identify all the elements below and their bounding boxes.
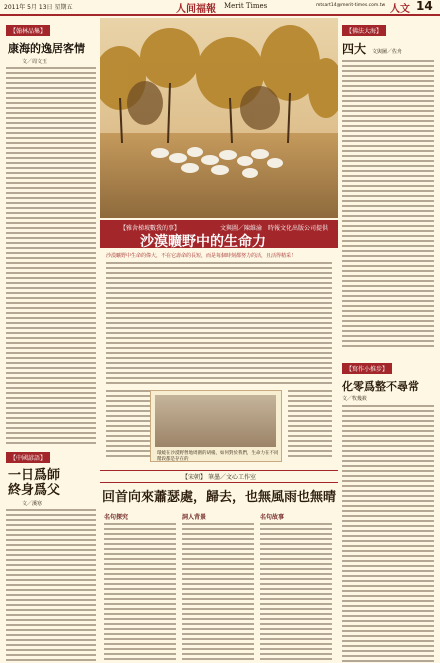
feature-banner [100,220,338,248]
issue-date: 2011年 5月 13日 星期五 [4,4,73,11]
page-number: 14 [416,0,433,13]
article-body [6,67,96,445]
article-title: 康海的逸居客情 [8,42,85,55]
section-name: 人文 [390,4,410,15]
column-body [260,523,332,663]
article-title: 化零爲整不尋常 [342,380,419,393]
contact-email: mtsart14@merit-times.com.tw [316,3,386,8]
photo-inset [150,390,282,462]
column-heading: 名句故事 [260,514,285,521]
left-column [6,18,96,658]
article-author: 文／溪寒 [22,501,43,507]
right-column [342,18,434,658]
article-author: 文／周文玉 [22,59,48,65]
column-tag: 【中國諺語】 [6,452,50,463]
column-heading: 名句探究 [104,514,129,521]
section-tag: 【宋朝】 筆墨／文心工作室 [100,470,338,483]
column-tag: 【寫作小推步】 [342,363,392,374]
column-body [182,523,254,663]
author-credit: 文與圖／陳維渝 [220,225,263,232]
writing-tips-section [342,356,434,663]
article-body [342,60,434,350]
feature-title: 沙漠曠野中的生命力 [140,234,266,250]
article-body [342,405,434,663]
newspaper-name-en: Merit Times [224,2,268,10]
article-body [6,509,96,663]
article-title: 一日爲師 終身爲父 [8,468,61,498]
section-columns [100,508,338,658]
column-tag: 【佛法大海】 [342,25,386,36]
column-heading: 詞人背景 [182,514,207,521]
article-author: 文／牧幾筱 [342,396,368,402]
newspaper-logo: 人间福報 [176,4,216,15]
publisher-credit: 時報文化出版公司提供 [268,225,329,232]
section-title: 回首向來蕭瑟處，歸去，也無風雨也無晴 [101,490,336,505]
article-author: 文與圖／佐舟 [372,49,403,55]
inset-photo [155,395,276,447]
article-title: 四大 [342,42,367,56]
poetry-section [100,470,338,658]
column-body [104,523,176,663]
series-label: 【雅舍梯坡數我的事】 [120,225,181,232]
masthead-bar [0,0,440,16]
column-2 [182,512,254,663]
feature-lead: 沙漠曠野中生命的偉大，不在它壽命的長短，而是每個時刻都努力的活，且活得精采！ [106,253,297,259]
article-header [342,40,434,57]
column-1 [104,512,176,663]
column-3 [260,512,332,663]
column-tag: 【翰林品集】 [6,25,50,36]
feature-photo [100,18,338,218]
photo-caption: 環繞在沙漠野營地周圍的胡楊，如何對於我們，生命力在不同階段都是存在的 [157,451,279,462]
